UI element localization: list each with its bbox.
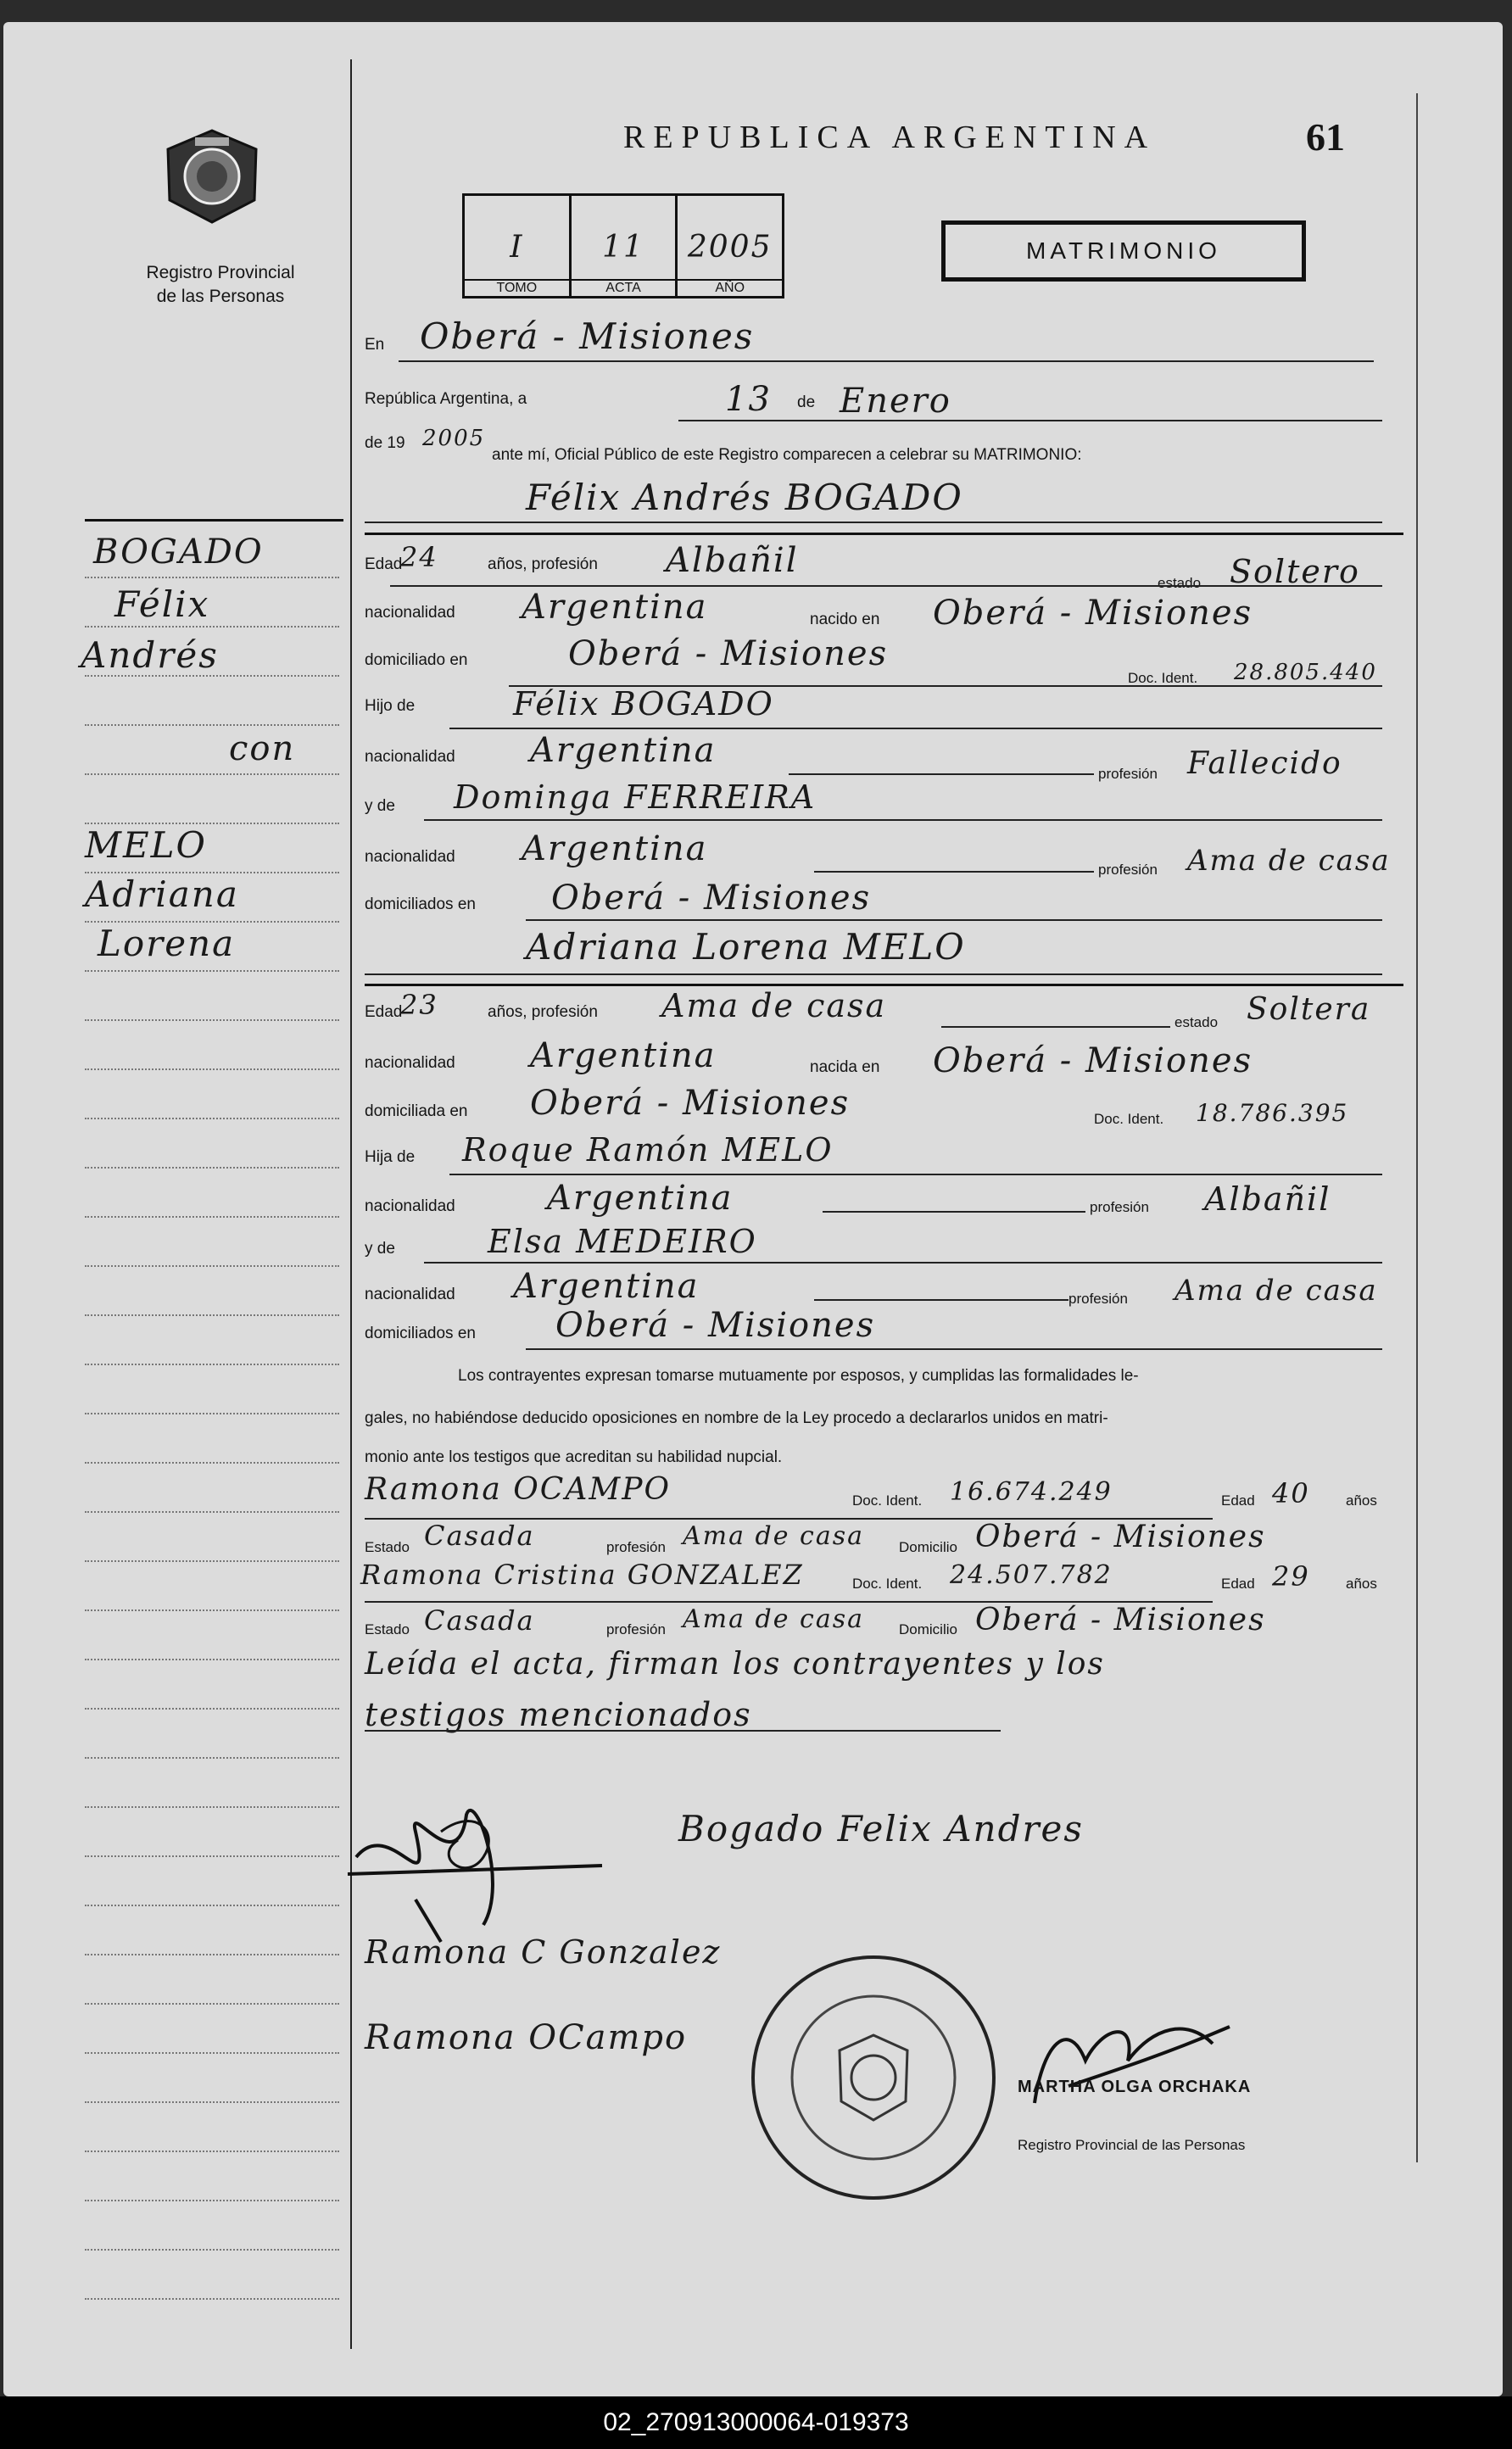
margin-bride-name2: Lorena [98,923,236,964]
w2-doc-label: Doc. Ident. [852,1576,923,1592]
margin-rule-line [85,2151,339,2152]
groom-father-prof-label: profesión [1098,766,1158,782]
ante-text: ante mí, Oficial Público de este Registro comparecen a celebrar su MATRIMONIO: [492,446,1082,464]
w1-doc-label: Doc. Ident. [852,1492,923,1509]
intro-day: 13 [725,380,772,419]
margin-rule-line [85,1560,339,1562]
bride-nacionalidad-label: nacionalidad [365,1054,455,1072]
declaration-line2: gales, no habiéndose deducido oposiciones en nombre de la Ley procedo a declararlos unidos en matri- [365,1409,1108,1427]
w2-estado-label: Estado [365,1621,410,1637]
registry-seal [161,127,263,225]
witness2-signature: Ramona C Gonzalez [365,1933,722,1971]
w1-estado-label: Estado [365,1539,410,1555]
margin-groom-name1: Félix [114,583,210,625]
page-number: 61 [1306,115,1345,159]
bride-profesion: Ama de casa [661,987,887,1024]
bride-parents-dom: Oberá - Misiones [555,1306,876,1345]
tomo-label: TOMO [465,279,569,296]
declaration-line1: Los contrayentes expresan tomarse mutuamente por esposos, y cumplidas las formalidades le- [458,1367,1139,1385]
groom-estado: Soltero [1230,553,1360,590]
margin-rule-line [85,1068,339,1070]
margin-bride-surname: MELO [85,824,207,866]
w1-edad: 40 [1272,1477,1310,1509]
margin-bride-name1: Adriana [85,873,239,915]
margin-rule-line [85,1855,339,1857]
intro-year: 2005 [422,426,486,451]
margin-groom-surname: BOGADO [93,533,264,572]
margin-rule-line [85,773,339,775]
w1-profesion-label: profesión [606,1539,666,1555]
margin-con: con [229,729,296,768]
bride-domicilio: Oberá - Misiones [530,1084,851,1123]
w2-edad-label: Edad [1221,1576,1255,1592]
margin-rule-line [85,1954,339,1955]
bride-mother: Elsa MEDEIRO [488,1223,757,1260]
w2-prof: Ama de casa [683,1604,864,1634]
w2-anios-label: años [1346,1576,1377,1592]
margin-rule-line [85,1265,339,1267]
groom-nacionalidad: Argentina [522,588,708,627]
groom-hijo-label: Hijo de [365,697,416,715]
groom-domicilio: Oberá - Misiones [568,634,889,673]
intro-de-label: de [797,393,816,411]
bride-mother-nac-label: nacionalidad [365,1286,455,1303]
bride-doc-label: Doc. Ident. [1094,1111,1164,1127]
margin-rule-line [85,1659,339,1660]
de-19-label: de 19 [365,434,405,452]
bride-parents-dom-label: domiciliados en [365,1325,476,1342]
record-type-box [941,220,1306,282]
bride-hija-label: Hija de [365,1148,416,1166]
groom-father-nac-label: nacionalidad [365,748,455,766]
w2-domicilio-label: Domicilio [899,1621,957,1637]
margin-rule-line [85,724,339,726]
officer-name: MARTHA OLGA ORCHAKA [1018,2078,1252,2096]
bride-nacionalidad: Argentina [530,1036,717,1075]
en-label: En [365,336,385,354]
bride-estado-label: estado [1174,1014,1219,1030]
groom-edad: 24 [400,541,438,573]
officer-title: Registro Provincial de las Personas [1018,2137,1246,2153]
margin-rule-line [85,1609,339,1611]
bride-estado: Soltera [1247,992,1371,1027]
margin-rule-line [85,577,339,578]
groom-yde-label: y de [365,797,395,815]
bride-nacida-en: Oberá - Misiones [933,1041,1253,1080]
margin-rule-line [85,2298,339,2300]
officer-signature [1018,1993,1238,2120]
groom-mother-nac: Argentina [522,829,708,868]
groom-signature: Bogado Felix Andres [678,1808,1084,1849]
w2-edad: 29 [1272,1560,1310,1593]
margin-rule-line [85,2003,339,2005]
right-divider [1416,93,1418,2162]
margin-rule-line [85,1757,339,1759]
official-round-stamp [746,1950,1001,2205]
republica-label: República Argentina, a [365,390,527,408]
country-title: REPUBLICA ARGENTINA [623,120,1157,155]
bride-nacida-label: nacida en [810,1058,880,1076]
w2-doc: 24.507.782 [950,1560,1113,1590]
w1-prof: Ama de casa [683,1521,864,1551]
margin-rule-line [85,2200,339,2201]
anio-value: 2005 [687,230,773,265]
margin-rule-line [85,1364,339,1365]
bride-father-nac-label: nacionalidad [365,1197,455,1215]
margin-rule-line [85,1462,339,1464]
groom-mother-prof: Ama de casa [1187,844,1391,878]
record-type-label: MATRIMONIO [1026,237,1221,264]
groom-mother-prof-label: profesión [1098,862,1158,878]
registry-name-line2: de las Personas [156,287,285,306]
officer-scribble-signature [339,1781,611,1950]
margin-rule-line [85,2052,339,2054]
w1-anios-label: años [1346,1492,1377,1509]
groom-father-prof: Fallecido [1187,746,1342,781]
witness1-signature: Ramona OCampo [365,2018,688,2057]
groom-father: Félix BOGADO [513,685,774,722]
bride-anios-profesion-label: años, profesión [488,1003,598,1021]
groom-nacido-en: Oberá - Misiones [933,594,1253,633]
margin-rule-line [85,626,339,628]
scan-footer-code: 02_270913000064-019373 [0,2396,1512,2449]
groom-doc: 28.805.440 [1234,660,1377,685]
bride-domicilio-label: domiciliada en [365,1102,468,1120]
w1-estado: Casada [424,1520,535,1552]
margin-groom-name2: Andrés [81,634,219,676]
margin-rule-line [85,1511,339,1513]
acta-label: ACTA [572,279,676,296]
w1-domicilio-label: Domicilio [899,1539,957,1555]
bride-father-prof: Albañil [1204,1180,1331,1218]
record-number-box [462,193,784,298]
groom-parents-dom-label: domiciliados en [365,895,476,913]
groom-domicilio-label: domiciliado en [365,651,468,669]
groom-estado-label: estado [1158,575,1202,591]
registry-name-line1: Registro Provincial [146,263,295,282]
bride-edad-label: Edad [365,1003,403,1021]
bride-mother-nac: Argentina [513,1267,700,1306]
margin-rule-line [85,1216,339,1218]
intro-place: Oberá - Misiones [420,315,755,357]
w1-edad-label: Edad [1221,1492,1255,1509]
groom-mother-nac-label: nacionalidad [365,848,455,866]
bride-yde-label: y de [365,1240,395,1258]
margin-rule-line [85,1708,339,1710]
margin-rule-line [85,1806,339,1808]
tomo-cell [465,196,572,296]
groom-full-name: Félix Andrés BOGADO [526,477,963,518]
bride-mother-prof: Ama de casa [1174,1274,1378,1308]
groom-mother: Dominga FERREIRA [454,778,817,816]
w1-name: Ramona OCAMPO [365,1472,671,1507]
groom-profesion: Albañil [666,541,799,580]
margin-rule-line [85,970,339,972]
anio-label: AÑO [678,279,782,296]
w2-name: Ramona Cristina GONZALEZ [360,1559,804,1591]
groom-doc-label: Doc. Ident. [1128,670,1198,686]
margin-divider [350,59,352,2349]
closing-line1: Leída el acta, firman los contrayentes y los [365,1647,1105,1682]
bride-doc: 18.786.395 [1196,1099,1349,1127]
bride-father-nac: Argentina [547,1179,734,1218]
closing-line2: testigos mencionados [365,1696,752,1733]
margin-rule-line [85,1118,339,1119]
groom-anios-profesion-label: años, profesión [488,555,598,573]
margin-rule-line [85,1905,339,1906]
intro-month: Enero [840,382,951,421]
groom-edad-label: Edad [365,555,403,573]
margin-rule-line [85,1314,339,1316]
acta-cell [572,196,678,296]
margin-rule-line [85,2249,339,2251]
bride-father: Roque Ramón MELO [462,1131,834,1169]
declaration-line3: monio ante los testigos que acreditan su habilidad nupcial. [365,1448,783,1466]
margin-rule-line [85,1019,339,1021]
w2-dom: Oberá - Misiones [975,1603,1266,1637]
bride-mother-prof-label: profesión [1068,1291,1128,1307]
tomo-value: I [510,230,524,265]
acta-value: 11 [602,230,644,265]
groom-nacionalidad-label: nacionalidad [365,604,455,622]
groom-parents-dom: Oberá - Misiones [551,879,872,918]
w2-profesion-label: profesión [606,1621,666,1637]
margin-rule-line [85,1413,339,1414]
margin-rule-line [85,2101,339,2103]
w1-dom: Oberá - Misiones [975,1520,1266,1554]
bride-father-prof-label: profesión [1090,1199,1149,1215]
groom-nacido-label: nacido en [810,611,880,628]
margin-rule-line [85,1167,339,1169]
anio-cell [678,196,782,296]
bride-edad: 23 [400,989,438,1021]
groom-father-nac: Argentina [530,731,717,770]
bride-full-name: Adriana Lorena MELO [526,926,966,968]
w1-doc: 16.674.249 [950,1477,1113,1507]
w2-estado: Casada [424,1604,535,1637]
